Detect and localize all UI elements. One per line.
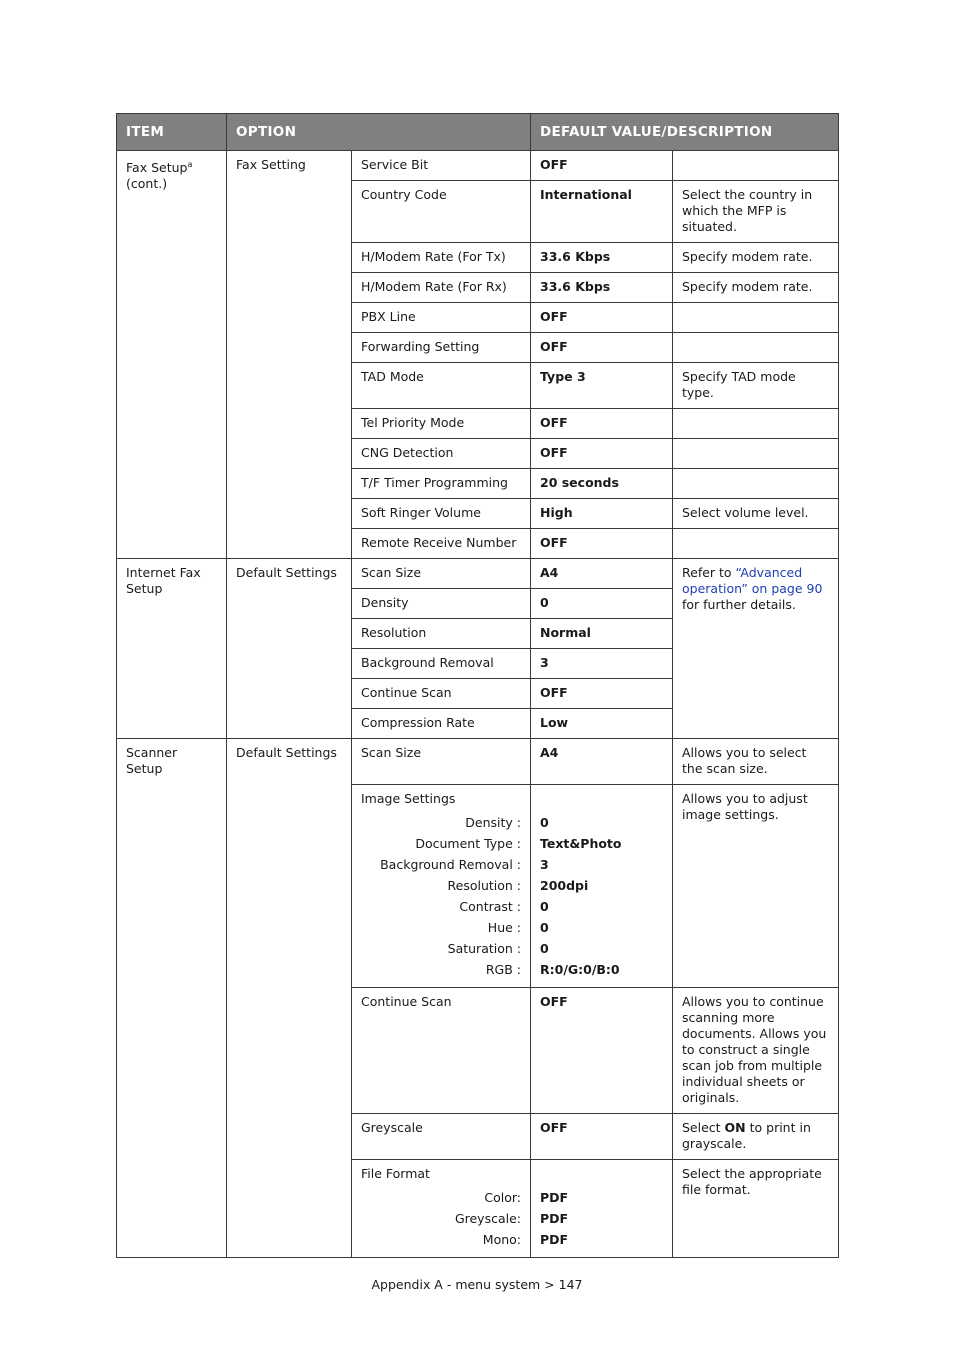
file-format-label: File Format xyxy=(361,1166,430,1181)
image-settings-label: Image Settings xyxy=(361,791,456,806)
sub-value: PDF xyxy=(540,1190,569,1205)
sub-label: Contrast : xyxy=(459,899,521,914)
sub-label: Saturation : xyxy=(447,941,521,956)
setting-name: Compression Rate xyxy=(352,709,531,739)
item-fax-setup xyxy=(117,151,227,559)
table-header-row xyxy=(117,114,839,151)
sub-label: Mono: xyxy=(482,1232,521,1247)
sub-value: 0 xyxy=(540,899,549,914)
setting-name: H/Modem Rate (For Tx) xyxy=(352,243,531,273)
sub-value: 0 xyxy=(540,815,549,830)
table-row xyxy=(117,559,839,589)
setting-value: OFF xyxy=(531,679,673,709)
setting-name: Scan Size xyxy=(352,559,531,589)
setting-name: Scan Size xyxy=(352,739,531,785)
desc-text: to print in grayscale. xyxy=(682,1120,811,1151)
setting-name xyxy=(352,785,531,988)
menu-settings-table xyxy=(116,113,839,1258)
setting-description: Allows you to continue scanning more documents. Allows you to construct a single scan job from multiple individual sheets or originals. xyxy=(673,988,839,1114)
setting-name: PBX Line xyxy=(352,303,531,333)
setting-value: 33.6 Kbps xyxy=(531,273,673,303)
setting-description: Specify modem rate. xyxy=(673,273,839,303)
desc-text: for further details. xyxy=(682,597,796,612)
setting-name: Remote Receive Number xyxy=(352,529,531,559)
option-fax-setting: Fax Setting xyxy=(227,151,352,559)
setting-description xyxy=(673,559,839,739)
setting-name: T/F Timer Programming xyxy=(352,469,531,499)
sub-label: Resolution : xyxy=(447,878,521,893)
advanced-operation-link[interactable]: “Advanced operation” on page 90 xyxy=(682,565,823,596)
setting-description xyxy=(673,151,839,181)
setting-value: Type 3 xyxy=(531,363,673,409)
setting-value: A4 xyxy=(531,559,673,589)
setting-name: Forwarding Setting xyxy=(352,333,531,363)
setting-value: Low xyxy=(531,709,673,739)
setting-description: Select the appropriate file format. xyxy=(673,1160,839,1258)
item-internet-fax-setup: Internet Fax Setup xyxy=(117,559,227,739)
setting-value: A4 xyxy=(531,739,673,785)
item-cont-label: (cont.) xyxy=(126,176,168,192)
setting-value: Normal xyxy=(531,619,673,649)
setting-name: Greyscale xyxy=(352,1114,531,1160)
sub-value: 0 xyxy=(540,920,549,935)
setting-name: Density xyxy=(352,589,531,619)
sub-value: PDF xyxy=(540,1211,569,1226)
setting-value: 20 seconds xyxy=(531,469,673,499)
sub-value: Text&Photo xyxy=(540,836,622,851)
setting-value: OFF xyxy=(531,1114,673,1160)
sub-label: Greyscale: xyxy=(454,1211,521,1226)
sub-label: Document Type : xyxy=(415,836,521,851)
setting-description xyxy=(673,469,839,499)
table-row xyxy=(117,151,839,181)
setting-name xyxy=(352,1160,531,1258)
setting-value: OFF xyxy=(531,151,673,181)
table-row xyxy=(117,739,839,785)
option-default-settings: Default Settings xyxy=(227,739,352,1258)
setting-name: Service Bit xyxy=(352,151,531,181)
file-format-sublabels xyxy=(361,1187,521,1250)
image-settings-values xyxy=(540,812,663,980)
setting-name: CNG Detection xyxy=(352,439,531,469)
sub-label: Hue : xyxy=(487,920,521,935)
setting-name: Continue Scan xyxy=(352,988,531,1114)
sub-value: PDF xyxy=(540,1232,569,1247)
option-default-settings: Default Settings xyxy=(227,559,352,739)
setting-name: Tel Priority Mode xyxy=(352,409,531,439)
header-option: OPTION xyxy=(227,114,531,151)
setting-description: Specify modem rate. xyxy=(673,243,839,273)
sub-value: 200dpi xyxy=(540,878,589,893)
item-scanner-setup: Scanner Setup xyxy=(117,739,227,1258)
setting-description xyxy=(673,333,839,363)
setting-value: OFF xyxy=(531,303,673,333)
footnote-marker: a xyxy=(187,160,193,169)
item-label: Fax Setup xyxy=(126,160,188,176)
desc-text: Select xyxy=(682,1120,725,1135)
sub-label: RGB : xyxy=(485,962,521,977)
setting-description xyxy=(673,439,839,469)
image-settings-sublabels xyxy=(361,812,521,980)
setting-value: OFF xyxy=(531,439,673,469)
setting-name: Soft Ringer Volume xyxy=(352,499,531,529)
sub-value: R:0/G:0/B:0 xyxy=(540,962,620,977)
setting-value: 33.6 Kbps xyxy=(531,243,673,273)
setting-description: Select the country in which the MFP is situated. xyxy=(673,181,839,243)
setting-value: 3 xyxy=(531,649,673,679)
setting-value: High xyxy=(531,499,673,529)
setting-description xyxy=(673,303,839,333)
setting-description xyxy=(673,409,839,439)
desc-bold-text: ON xyxy=(724,1120,746,1135)
setting-value: 0 xyxy=(531,589,673,619)
sub-label: Color: xyxy=(484,1190,521,1205)
sub-label: Density : xyxy=(465,815,521,830)
setting-description xyxy=(673,1114,839,1160)
setting-value: OFF xyxy=(531,333,673,363)
setting-value xyxy=(531,1160,673,1258)
file-format-values xyxy=(540,1187,663,1250)
setting-name: Continue Scan xyxy=(352,679,531,709)
setting-name: H/Modem Rate (For Rx) xyxy=(352,273,531,303)
setting-value: OFF xyxy=(531,988,673,1114)
setting-value: International xyxy=(531,181,673,243)
page-footer: Appendix A - menu system > 147 xyxy=(371,1277,583,1292)
setting-description: Allows you to select the scan size. xyxy=(673,739,839,785)
setting-name: Background Removal xyxy=(352,649,531,679)
setting-description xyxy=(673,529,839,559)
setting-value xyxy=(531,785,673,988)
sub-label: Background Removal : xyxy=(380,857,521,872)
header-item: ITEM xyxy=(117,114,227,151)
setting-name: Resolution xyxy=(352,619,531,649)
setting-description: Specify TAD mode type. xyxy=(673,363,839,409)
desc-text: Refer to xyxy=(682,565,736,580)
setting-description: Select volume level. xyxy=(673,499,839,529)
sub-value: 0 xyxy=(540,941,549,956)
setting-description: Allows you to adjust image settings. xyxy=(673,785,839,988)
setting-name: TAD Mode xyxy=(352,363,531,409)
setting-value: OFF xyxy=(531,529,673,559)
setting-name: Country Code xyxy=(352,181,531,243)
header-default-value: DEFAULT VALUE/DESCRIPTION xyxy=(531,114,839,151)
sub-value: 3 xyxy=(540,857,549,872)
setting-value: OFF xyxy=(531,409,673,439)
